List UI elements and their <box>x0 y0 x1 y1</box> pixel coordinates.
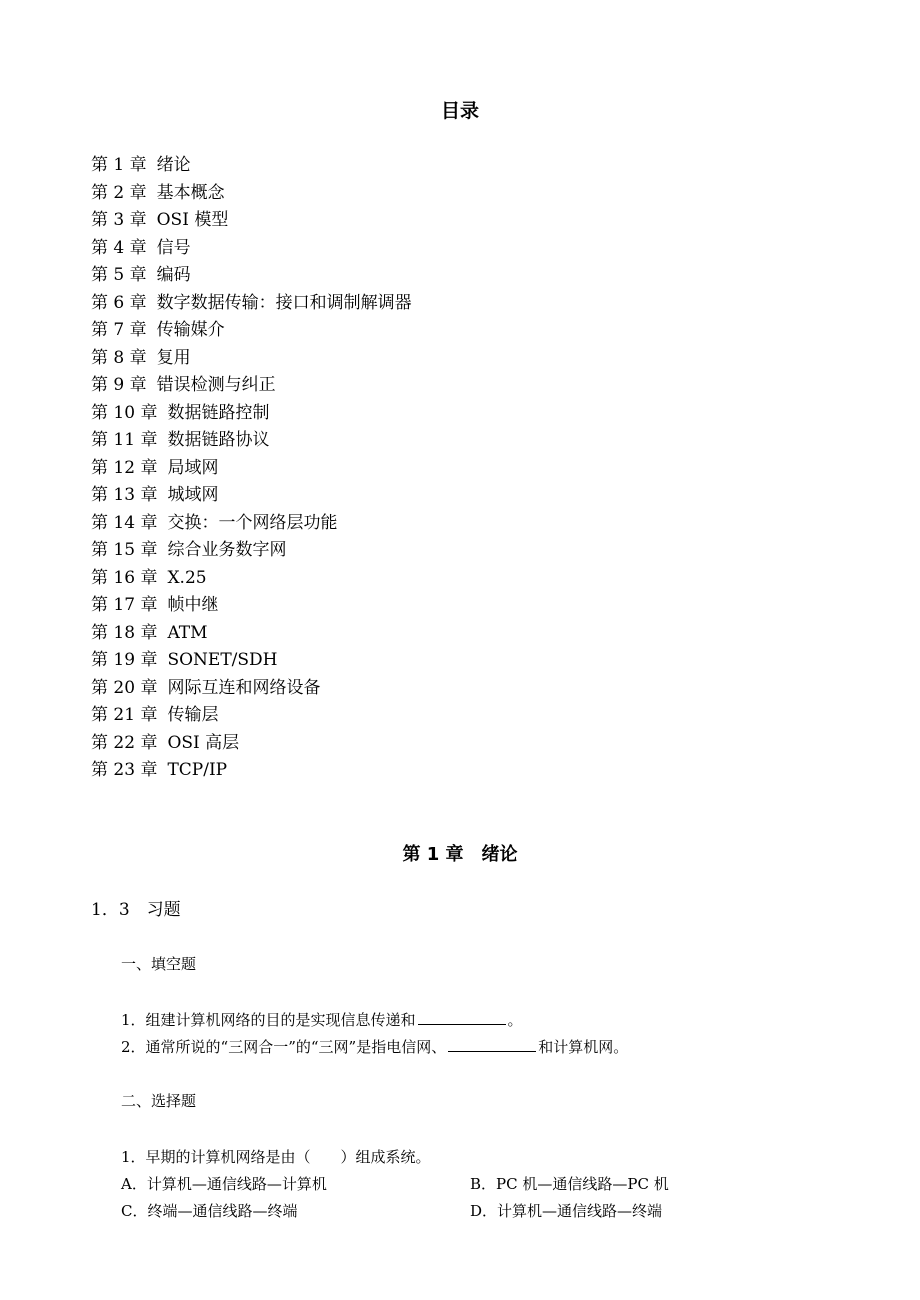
toc-item-title: OSI 模型 <box>156 210 229 230</box>
toc-item-number: 第 18 章 <box>91 622 158 643</box>
toc-item-title: 信号 <box>156 237 191 258</box>
toc-item <box>91 592 412 620</box>
toc-item <box>91 180 412 208</box>
toc-item-number: 第 11 章 <box>91 430 158 450</box>
toc-item-title: ATM <box>167 622 208 643</box>
toc-item <box>91 235 412 263</box>
toc-item-number: 第 2 章 <box>91 182 147 203</box>
section-title: 1．3 习题 <box>91 900 181 920</box>
option-a: A．计算机—通信线路—计算机 <box>121 1175 327 1193</box>
choice-question-1: 1．早期的计算机网络是由（ ）组成系统。 <box>121 1148 431 1166</box>
toc-item-title: OSI 高层 <box>167 732 240 753</box>
toc-item <box>91 730 412 758</box>
toc-item-title: 传输媒介 <box>156 320 225 340</box>
toc-item-number: 第 4 章 <box>91 237 147 258</box>
toc-item <box>91 537 412 565</box>
toc-item-title: 城域网 <box>167 485 219 505</box>
toc-item-number: 第 5 章 <box>91 265 147 285</box>
toc-item <box>91 675 412 703</box>
toc-item-title: 错误检测与纠正 <box>156 375 276 395</box>
toc-item <box>91 317 412 345</box>
toc-item-title: 编码 <box>156 265 191 285</box>
toc-item-title: 数据链路控制 <box>167 402 270 423</box>
toc-item-title: TCP/IP <box>167 760 228 780</box>
answer-blank <box>418 1010 506 1025</box>
toc-item-title: 局域网 <box>167 457 219 478</box>
toc-item-number: 第 13 章 <box>91 485 158 505</box>
toc-item <box>91 290 412 318</box>
toc-item-number: 第 19 章 <box>91 650 158 670</box>
question-text: 2．通常所说的“三网合一”的“三网”是指电信网、 <box>121 1038 447 1056</box>
toc-item <box>91 647 412 675</box>
toc-item-number: 第 3 章 <box>91 210 147 230</box>
toc-item-title: 绪论 <box>156 155 191 175</box>
toc-item <box>91 702 412 730</box>
question-text-end: 和计算机网。 <box>538 1038 629 1056</box>
toc-item <box>91 262 412 290</box>
toc-item-number: 第 15 章 <box>91 540 158 560</box>
toc-item-number: 第 16 章 <box>91 567 158 588</box>
toc-item <box>91 510 412 538</box>
toc-item <box>91 372 412 400</box>
toc-list <box>91 152 412 785</box>
fill-in-question-2 <box>121 1036 628 1058</box>
toc-item-title: SONET/SDH <box>167 650 278 670</box>
fill-in-heading: 一、填空题 <box>121 955 197 973</box>
option-c: C．终端—通信线路—终端 <box>121 1202 298 1220</box>
toc-title: 目录 <box>440 100 479 122</box>
toc-item-title: 交换：一个网络层功能 <box>167 512 338 533</box>
fill-in-question-1 <box>121 1009 523 1031</box>
toc-item <box>91 345 412 373</box>
toc-item-number: 第 22 章 <box>91 732 158 753</box>
toc-item-number: 第 17 章 <box>91 595 158 615</box>
question-text-end: 。 <box>507 1011 523 1029</box>
toc-item-number: 第 20 章 <box>91 677 158 698</box>
toc-item <box>91 455 412 483</box>
toc-item-number: 第 6 章 <box>91 292 147 313</box>
toc-item-number: 第 14 章 <box>91 512 158 533</box>
toc-item-number: 第 9 章 <box>91 375 147 395</box>
toc-item-title: 复用 <box>156 347 191 368</box>
toc-item-number: 第 7 章 <box>91 320 147 340</box>
toc-item-number: 第 1 章 <box>91 155 147 175</box>
toc-item-title: 基本概念 <box>156 182 225 203</box>
toc-item <box>91 427 412 455</box>
toc-item-title: 帧中继 <box>167 595 219 615</box>
toc-item-title: 传输层 <box>167 705 219 725</box>
toc-item-number: 第 10 章 <box>91 402 158 423</box>
toc-item-number: 第 12 章 <box>91 457 158 478</box>
toc-item-title: 数据链路协议 <box>167 430 270 450</box>
toc-item <box>91 207 412 235</box>
toc-item <box>91 565 412 593</box>
toc-item <box>91 152 412 180</box>
toc-item <box>91 620 412 648</box>
toc-item-number: 第 8 章 <box>91 347 147 368</box>
toc-item-number: 第 21 章 <box>91 705 158 725</box>
choice-heading: 二、选择题 <box>121 1092 197 1110</box>
toc-item <box>91 400 412 428</box>
toc-item-title: 综合业务数字网 <box>167 540 287 560</box>
toc-item <box>91 757 412 785</box>
toc-item <box>91 482 412 510</box>
toc-item-title: X.25 <box>167 567 207 588</box>
option-d: D．计算机—通信线路—终端 <box>470 1202 663 1220</box>
chapter-title: 第 1 章 绪论 <box>402 844 518 865</box>
question-text: 1．组建计算机网络的目的是实现信息传递和 <box>121 1011 416 1029</box>
toc-item-number: 第 23 章 <box>91 760 158 780</box>
toc-item-title: 数字数据传输：接口和调制解调器 <box>156 292 412 313</box>
option-b: B．PC 机—通信线路—PC 机 <box>470 1175 669 1193</box>
answer-blank <box>448 1037 536 1052</box>
toc-item-title: 网际互连和网络设备 <box>167 677 321 698</box>
